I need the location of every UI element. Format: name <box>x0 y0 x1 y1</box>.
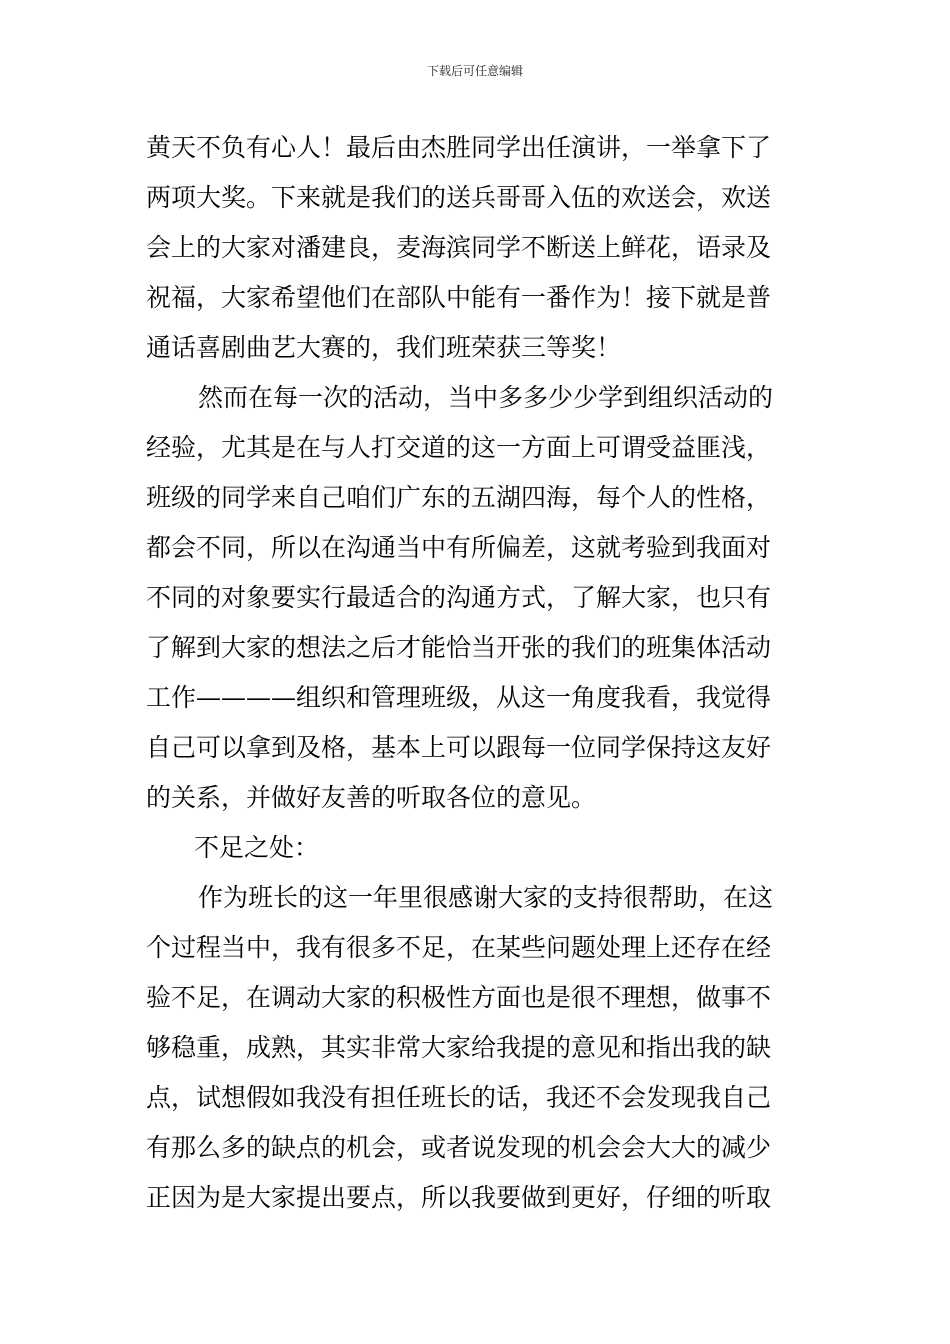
document-body <box>146 123 816 1223</box>
section-heading: 不足之处： <box>194 833 320 862</box>
text-line: 自己可以拿到及格，基本上可以跟每一位同学保持这友好 <box>146 733 772 762</box>
text-line: 经验，尤其是在与人打交道的这一方面上可谓受益匪浅， <box>146 433 772 462</box>
text-line: 够稳重，成熟，其实非常大家给我提的意见和指出我的缺 <box>146 1033 772 1062</box>
text-line: 通话喜剧曲艺大赛的，我们班荣获三等奖！ <box>146 333 622 362</box>
text-line: 黄天不负有心人！最后由杰胜同学出任演讲，一举拿下了 <box>146 133 772 162</box>
text-line: 然而在每一次的活动，当中多多少少学到组织活动的 <box>198 383 774 412</box>
text-line: 作为班长的这一年里很感谢大家的支持很帮助，在这 <box>198 883 774 912</box>
text-line: 正因为是大家提出要点，所以我要做到更好，仔细的听取 <box>146 1183 772 1212</box>
page-header: 下载后可任意编辑 <box>426 64 523 78</box>
text-line: 班级的同学来自己咱们广东的五湖四海，每个人的性格， <box>146 483 772 512</box>
text-line: 不同的对象要实行最适合的沟通方式，了解大家，也只有 <box>146 583 772 612</box>
text-line: 个过程当中，我有很多不足，在某些问题处理上还存在经 <box>146 933 772 962</box>
text-line: 都会不同，所以在沟通当中有所偏差，这就考验到我面对 <box>146 533 772 562</box>
text-line: 验不足，在调动大家的积极性方面也是很不理想，做事不 <box>146 983 772 1012</box>
text-line: 工作————组织和管理班级，从这一角度我看，我觉得 <box>146 683 772 712</box>
text-line: 的关系，并做好友善的听取各位的意见。 <box>146 783 597 812</box>
text-line: 两项大奖。下来就是我们的送兵哥哥入伍的欢送会，欢送 <box>146 183 772 212</box>
text-line: 了解到大家的想法之后才能恰当开张的我们的班集体活动 <box>146 633 772 662</box>
text-line: 会上的大家对潘建良，麦海滨同学不断送上鲜花，语录及 <box>146 233 772 262</box>
text-line: 有那么多的缺点的机会，或者说发现的机会会大大的减少 <box>146 1133 772 1162</box>
text-line: 祝福，大家希望他们在部队中能有一番作为！接下就是普 <box>146 283 772 312</box>
text-line: 点，试想假如我没有担任班长的话，我还不会发现我自己 <box>146 1083 772 1112</box>
